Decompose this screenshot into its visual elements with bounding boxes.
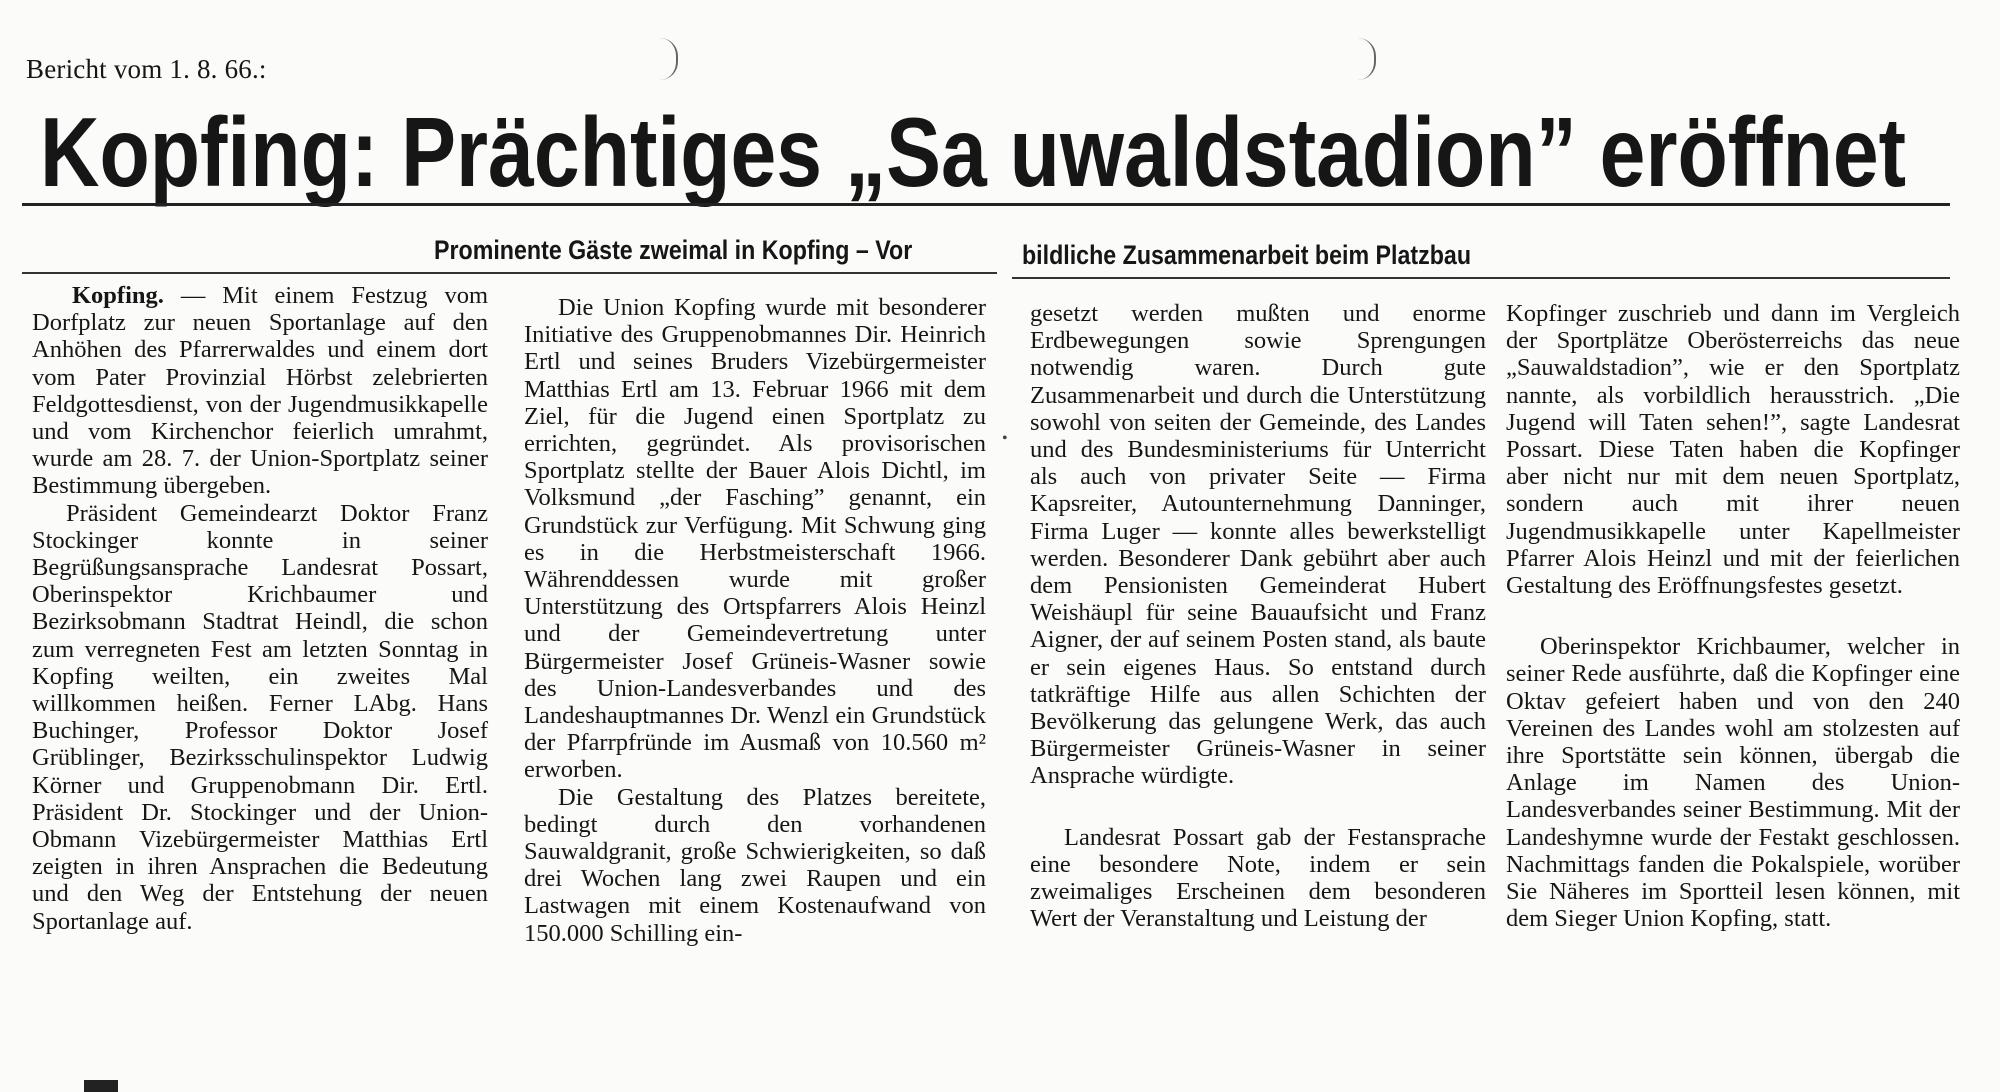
subheadline-right: bildliche Zusammenarbeit beim Platzbau xyxy=(1022,240,1472,270)
headline-rule-right xyxy=(1010,203,1950,206)
place-name: Kopfing. xyxy=(72,282,164,309)
paragraph: Landesrat Possart gab der Festansprache eine besondere Note, indem er sein zweimaliges Erscheinen dem besonderen Wert der Veranstaltung und Leistung der xyxy=(1030,823,1486,933)
paragraph: Die Gestaltung des Platzes bereitete, bedingt durch den vorhandenen Sauwaldgranit, große Schwierigkeiten, so daß drei Wochen lang zwei Raupen und ein Lastwagen mit einem Kostenaufwand von 150.000 Schilling ein- xyxy=(524,783,986,947)
paragraph: Oberinspektor Krichbaumer, welcher in seiner Rede ausführte, daß die Kopfinger eine Oktav gefeiert haben und von den 240 Vereinen des Landes wohl am stolzesten auf ihre Sportstätte sein können, übergab die Anlage im Namen des Union-Landesverbandes seiner Bestimmung. Mit der Landeshymne wurde der Festakt geschlossen. Nachmittags fanden die Pokalspiele, worüber Sie Näheres im Sportteil lesen können, mit dem Sieger Union Kopfing, statt. xyxy=(1506,633,1960,933)
article-column-3 xyxy=(1030,300,1486,932)
paragraph-text: — Mit einem Festzug vom Dorfplatz zur neuen Sportanlage auf den Anhöhen des Pfarrerwaldes und einem dort vom Pater Provinzial Hörbst zelebrierten Feldgottesdienst, von der Jugendmusikkapelle und vom Kirchenchor feierlich umrahmt, wurde am 28. 7. der Union-Sportplatz seiner Bestimmung übergeben. xyxy=(32,282,488,500)
article-column-2 xyxy=(524,294,986,947)
subhead-rule-left xyxy=(22,272,997,274)
lead-paragraph xyxy=(32,282,488,500)
stray-print-mark: • xyxy=(1002,430,1008,447)
subhead-rule-right xyxy=(1012,277,1950,279)
paragraph: Präsident Gemeindearzt Doktor Franz Stockinger konnte in seiner Begrüßungsansprache Landesrat Possart, Oberinspektor Krichbaumer und Bezirksobmann Stadtrat Heindl, die schon zum verregneten Fest am letzten Sonntag in Kopfing weilten, ein zweites Mal willkommen heißen. Ferner LAbg. Hans Buchinger, Professor Doktor Josef Grüblinger, Bezirksschulinspektor Ludwig Körner und Gruppenobmann Dir. Ertl. Präsident Dr. Stockinger und der Union-Obmann Vizebürgermeister Matthias Ertl zeigten in ihren Ansprachen die Bedeutung und den Weg der Entstehung der neuen Sportanlage auf. xyxy=(32,499,488,935)
cut-off-text-fragment xyxy=(84,1080,118,1092)
paragraph: gesetzt werden mußten und enorme Erdbewegungen sowie Sprengungen notwendig waren. Durch gute Zusammenarbeit und durch die Unterstützung sowohl von seiten der Gemeinde, des Landes und des Bundesministeriums für Unterricht als auch von privater Seite — Firma Kapsreiter, Autounternehmung Danninger, Firma Luger — konnte alles bewerkstelligt werden. Besonderer Dank gebührt aber auch dem Pensionisten Gemeinderat Hubert Weishäupl für seine Bauaufsicht und Franz Aigner, der auf seinem Posten stand, als baute er sein eigenes Haus. So entstand durch tatkräftige Hilfe aus allen Schichten der Bevölkerung das gelungene Werk, das auch Bürgermeister Grüneis-Wasner in seiner Ansprache würdigte. xyxy=(1030,300,1486,790)
scan-hole-mark-right xyxy=(1358,38,1376,80)
paragraph: Kopfinger zuschrieb und dann im Vergleich der Sportplätze Oberösterreichs das neue „Sauwaldstadion”, wie er den Sportplatz nannte, als vorbildlich herausstrich. „Die Jugend will Taten sehen!”, sagte Landesrat Possart. Diese Taten haben die Kopfinger aber nicht nur mit dem neuen Sportplatz, sondern auch mit ihrer neuen Jugendmusikkapelle unter Kapellmeister Pfarrer Alois Heinzl und mit der feierlichen Gestaltung des Eröffnungsfestes gesetzt. xyxy=(1506,300,1960,600)
subheadline-left: Prominente Gäste zweimal in Kopfing – Vor xyxy=(434,235,913,265)
report-date: Bericht vom 1. 8. 66.: xyxy=(26,54,267,84)
headline-rule-left xyxy=(22,203,1012,206)
article-column-4 xyxy=(1506,300,1960,932)
headline: Kopfing: Prächtiges „Sa uwaldstadion” eröffnet xyxy=(40,97,1907,207)
article-column-1 xyxy=(32,282,488,935)
paragraph: Die Union Kopfing wurde mit besonderer Initiative des Gruppenobmannes Dir. Heinrich Ertl und seines Bruders Vizebürgermeister Matthias Ertl am 13. Februar 1966 mit dem Ziel, für die Jugend einen Sportplatz zu errichten, gegründet. Als provisorischen Sportplatz stellte der Bauer Alois Dichtl, im Volksmund „der Fasching” genannt, ein Grundstück zur Verfügung. Mit Schwung ging es in die Herbstmeisterschaft 1966. Währenddessen wurde mit großer Unterstützung des Ortspfarrers Alois Heinzl und der Gemeindevertretung unter Bürgermeister Josef Grüneis-Wasner sowie des Union-Landesverbandes und des Landeshauptmannes Dr. Wenzl ein Grundstück der Pfarrpfründe im Ausmaß von 10.560 m² erworben. xyxy=(524,294,986,784)
scan-hole-mark-left xyxy=(660,38,678,80)
